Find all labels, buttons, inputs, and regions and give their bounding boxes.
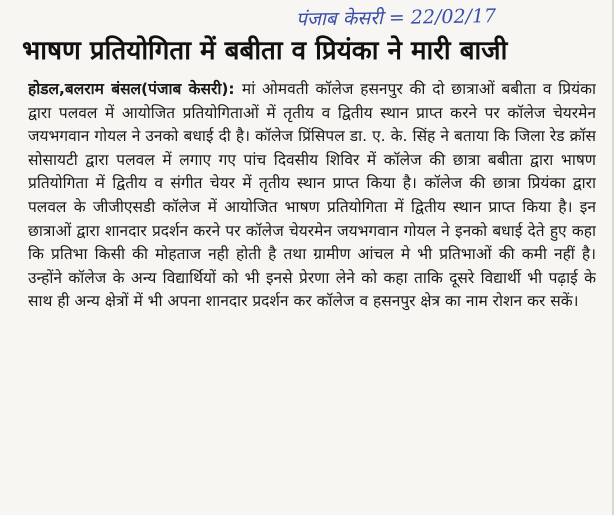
article-dateline: होडल,बलराम बंसल(पंजाब केसरी): — [28, 80, 242, 98]
article-body — [28, 78, 596, 504]
handwritten-source-date-note: पंजाब केसरी = 22/02/17 — [295, 5, 497, 31]
article-text: मां ओमवती कॉलेज हसनपुर की दो छात्राओं बबीता व प्रियंका द्वारा पलवल में आयोजित प्रतियोगिताओं में तृतीय व द्वितीय स्थान प्राप्त करने पर कॉलेज चेयरमेन जयभगवान गोयल ने उनको बधाई दी है। कॉलेज प्रिंसिपल डा. ए. के. सिंह ने बताया कि जिला रेड क्रॉस सोसायटी द्वारा पलवल में लगाए गए पांच दिवसीय शिविर में कॉलेज की छात्रा बबीता द्वारा भाषण प्रतियोगिता में द्वितीय व संगीत चेयर में तृतीय स्थान प्राप्त किया है। कॉलेज की छात्रा प्रियंका द्वारा पलवल के जीजीएसडी कॉलेज में आयोजित भाषण प्रतियोगिता में द्वितीय स्थान प्राप्त किया है। इन छात्राओं द्वारा शानदार प्रदर्शन करने पर कॉलेज चेयरमेन जयभगवान गोयल ने इनको बधाई देते हुए कहा कि प्रतिभा किसी की मोहताज नही होती है तथा ग्रामीण आंचल मे भी प्रतिभाओं की कमी नहीं है। उन्होंने कॉलेज के अन्य विद्यार्थियों को भी इनसे प्रेरणा लेने को कहा ताकि दूसरे विद्यार्थी भी पढ़ाई के साथ ही अन्य क्षेत्रों में भी अपना शानदार प्रदर्शन कर कॉलेज व हसनपुर क्षेत्र का नाम रोशन कर सकें। — [28, 80, 596, 311]
article-headline: भाषण प्रतियोगिता में बबीता व प्रियंका ने मारी बाजी — [22, 36, 508, 66]
